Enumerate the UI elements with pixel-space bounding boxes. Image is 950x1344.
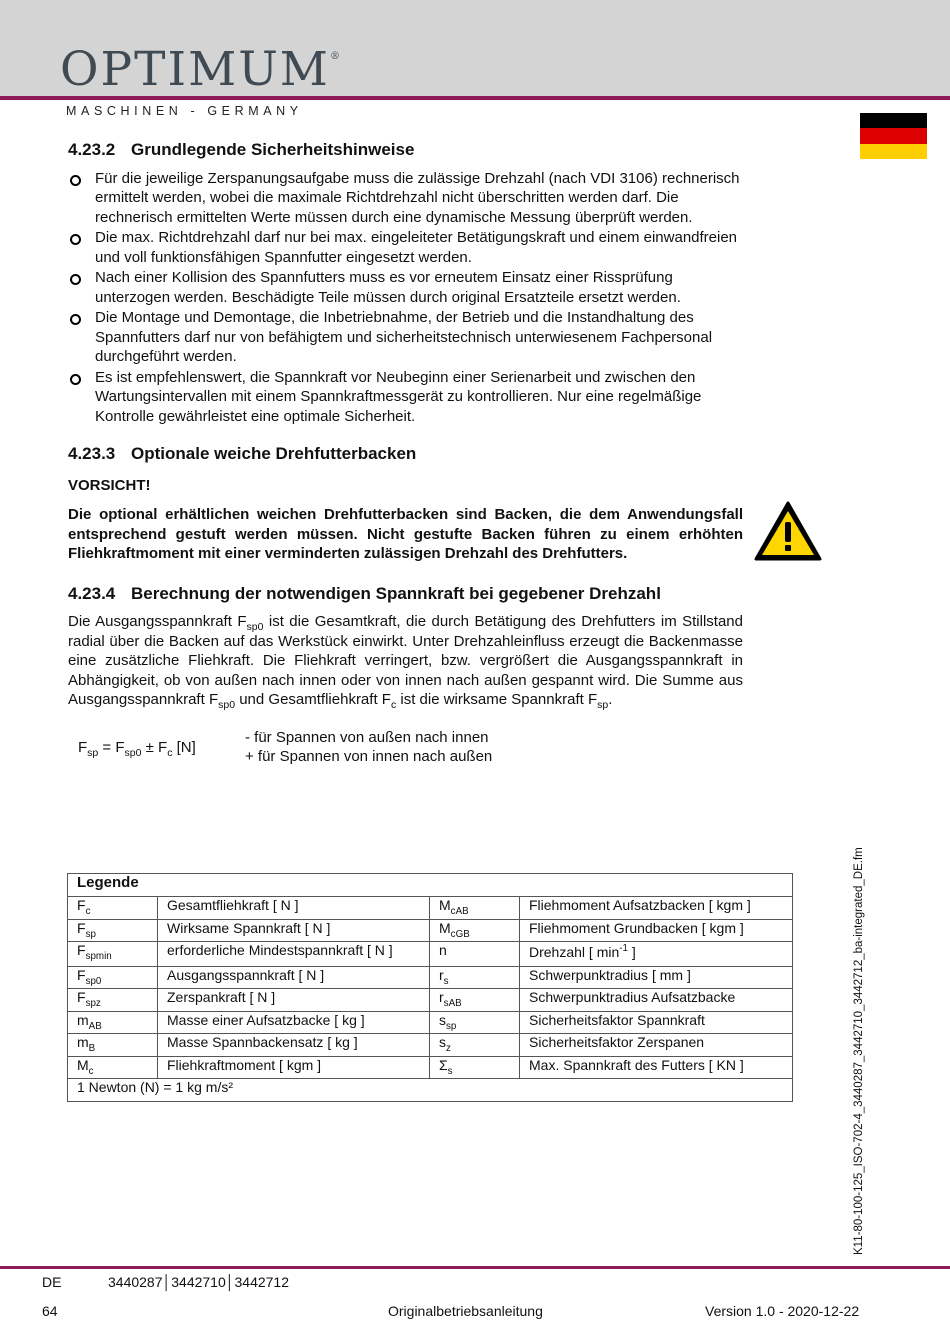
logo-tagline: MASCHINEN - GERMANY xyxy=(66,104,303,118)
list-item: Die max. Richtdrehzahl darf nur bei max. eingeleiteter Betätigungskraft und einem einwandfreien und voll funktionsfähigen Spannfutter eingesetzt werden. xyxy=(68,228,743,267)
list-item: Nach einer Kollision des Spannfutters muss es vor erneutem Einsatz einer Rissprüfung unterzogen werden. Beschädigte Teile müssen durch original Ersatzteile ersetzt werden. xyxy=(68,268,743,307)
list-item: Die Montage und Demontage, die Inbetriebnahme, der Betrieb und die Instandhaltung des Spannfutters darf nur von befähigtem und sicherheitstechnisch unterwiesenem Fachpersonal durchgeführt werden. xyxy=(68,308,743,367)
legend-description: Wirksame Spannkraft [ N ] xyxy=(158,919,430,942)
legend-description: Ausgangsspannkraft [ N ] xyxy=(158,966,430,989)
legend-description: Max. Spannkraft des Futters [ KN ] xyxy=(520,1056,793,1079)
table-row xyxy=(68,942,793,967)
flag-stripe-gold xyxy=(860,144,927,159)
spannkraft-formula: $F_{sp} = F_{sp0} \pm F_c$ [N] xyxy=(78,738,196,759)
legend-symbol: $F_{spz}$ xyxy=(68,989,158,1012)
legend-symbol: $M_{cAB}$ xyxy=(430,897,520,920)
legend-description: Sicherheitsfaktor Spannkraft xyxy=(520,1011,793,1034)
german-flag-icon xyxy=(860,113,927,159)
legend-symbol: n xyxy=(430,942,520,967)
newton-note: 1 Newton (N) = 1 kg m/s² xyxy=(68,1079,793,1102)
legend-symbol: $\Sigma_s$ xyxy=(430,1056,520,1079)
formula-notes xyxy=(245,728,492,767)
warning-text: Die optional erhältlichen weichen Drehfutterbacken sind Backen, die dem Anwendungsfall entsprechend gestuft werden müssen. Nicht gestufte Backen führen zu einem erhöhten Fliehkraftmoment mit einer verminderten zulässigen Drehzahl des Drehfutters. xyxy=(68,506,743,562)
page-number: 64 xyxy=(42,1303,58,1319)
list-item: Für die jeweilige Zerspanungsaufgabe muss die zulässige Drehzahl (nach VDI 3106) rechnerisch ermittelt werden, wobei die maximale Richtdrehzahl nicht überschritten werden darf. Die rechnerisch ermittelten Werte müssen durch eine dynamische Messung überprüft werden. xyxy=(68,169,743,228)
table-row xyxy=(68,1056,793,1079)
legend-description: Fliehkraftmoment [ kgm ] xyxy=(158,1056,430,1079)
legend-symbol: $m_B$ xyxy=(68,1034,158,1057)
source-filename: K11-80-100-125_ISO-702-4_3440287_3442710_3442712_ba-integrated_DE.fm xyxy=(853,847,865,1255)
legend-symbol: $s_z$ xyxy=(430,1034,520,1057)
legend-title: Legende xyxy=(68,874,793,897)
legend-symbol: $r_s$ xyxy=(430,966,520,989)
formula-note: - für Spannen von außen nach innen xyxy=(245,728,489,746)
list-item: Es ist empfehlenswert, die Spannkraft vor Neubeginn einer Serienarbeit und zwischen den Wartungsintervallen mit einem Spannkraftmessgerät zu kontrollieren. Nur eine regelmäßige Kontrolle gewährleistet eine optimale Sicherheit. xyxy=(68,368,743,427)
legend-description: Sicherheitsfaktor Zerspanen xyxy=(520,1034,793,1057)
legend-symbol: $M_c$ xyxy=(68,1056,158,1079)
warning-title: VORSICHT! xyxy=(68,476,151,494)
flag-stripe-red xyxy=(860,128,927,143)
legend-symbol: $F_c$ xyxy=(68,897,158,920)
safety-bullet-list xyxy=(68,169,743,427)
table-row xyxy=(68,897,793,920)
legend-description: Fliehmoment Aufsatzbacken [ kgm ] xyxy=(520,897,793,920)
legend-description: Zerspankraft [ N ] xyxy=(158,989,430,1012)
legend-footer-row xyxy=(68,1079,793,1102)
optimum-logo: OPTIMUM® xyxy=(60,42,340,97)
section-heading-4-23-2: 4.23.2 Grundlegende Sicherheitshinweise xyxy=(68,140,415,159)
footer-version: Version 1.0 - 2020-12-22 xyxy=(705,1303,860,1319)
legend-symbol: $s_{sp}$ xyxy=(430,1011,520,1034)
formula-note: + für Spannen von innen nach außen xyxy=(245,748,493,765)
section-heading-4-23-3: 4.23.3 Optionale weiche Drehfutterbacken xyxy=(68,444,417,463)
table-row xyxy=(68,989,793,1012)
legend-symbol: $M_{cGB}$ xyxy=(430,919,520,942)
table-row xyxy=(68,1034,793,1057)
table-row xyxy=(68,919,793,942)
legend-symbol: $m_{AB}$ xyxy=(68,1011,158,1034)
warning-triangle-icon xyxy=(753,500,823,562)
legend-description: Schwerpunktradius [ mm ] xyxy=(520,966,793,989)
footer-language: DE xyxy=(42,1274,62,1290)
main-content xyxy=(68,140,743,778)
flag-stripe-black xyxy=(860,113,927,128)
legend-description: Schwerpunktradius Aufsatzbacke xyxy=(520,989,793,1012)
formula-block xyxy=(68,728,743,778)
legend-symbol: $r_{sAB}$ xyxy=(430,989,520,1012)
table-row xyxy=(68,966,793,989)
legend-description: Masse einer Aufsatzbacke [ kg ] xyxy=(158,1011,430,1034)
legend-description: erforderliche Mindestspannkraft [ N ] xyxy=(158,942,430,967)
legend-symbol: $F_{sp}$ xyxy=(68,919,158,942)
spannkraft-paragraph: Die Ausgangsspannkraft $F_{sp0}$ ist die Gesamtkraft, die durch Betätigung des Drehfutters im Stillstand radial über die Backen auf das Werkstück einwirkt. Unter Drehzahleinfluss erzeugt die Backenmasse eine zusätzliche Fliehkraft. Die Fliehkraft verringert, bzw. vergrößert die Ausgangsspannkraft in Abhängigkeit, ob von außen nach innen oder von innen nach außen gespannt wird. Die Summe aus Ausgangsspannkraft $F_{sp0}$ und Gesamtfliehkraft $F_c$ ist die wirksame Spannkraft $F_{sp}$. xyxy=(68,613,743,711)
footer-divider xyxy=(0,1266,950,1269)
legend-description: Drehzahl [ $\min^{-1}$ ] xyxy=(520,942,793,967)
legend-description: Masse Spannbackensatz [ kg ] xyxy=(158,1034,430,1057)
legend-table xyxy=(67,873,793,1102)
footer-article-numbers: 3440287│3442710│3442712 xyxy=(108,1274,290,1290)
legend-header-row xyxy=(68,874,793,897)
section-heading-4-23-4: 4.23.4 Berechnung der notwendigen Spannkraft bei gegebener Drehzahl xyxy=(68,583,661,603)
legend-symbol: $F_{spmin}$ xyxy=(68,942,158,967)
legend-symbol: $F_{sp0}$ xyxy=(68,966,158,989)
legend-description: Gesamtfliehkraft [ N ] xyxy=(158,897,430,920)
footer-document-type: Originalbetriebsanleitung xyxy=(388,1303,543,1319)
table-row xyxy=(68,1011,793,1034)
legend-description: Fliehmoment Grundbacken [ kgm ] xyxy=(520,919,793,942)
